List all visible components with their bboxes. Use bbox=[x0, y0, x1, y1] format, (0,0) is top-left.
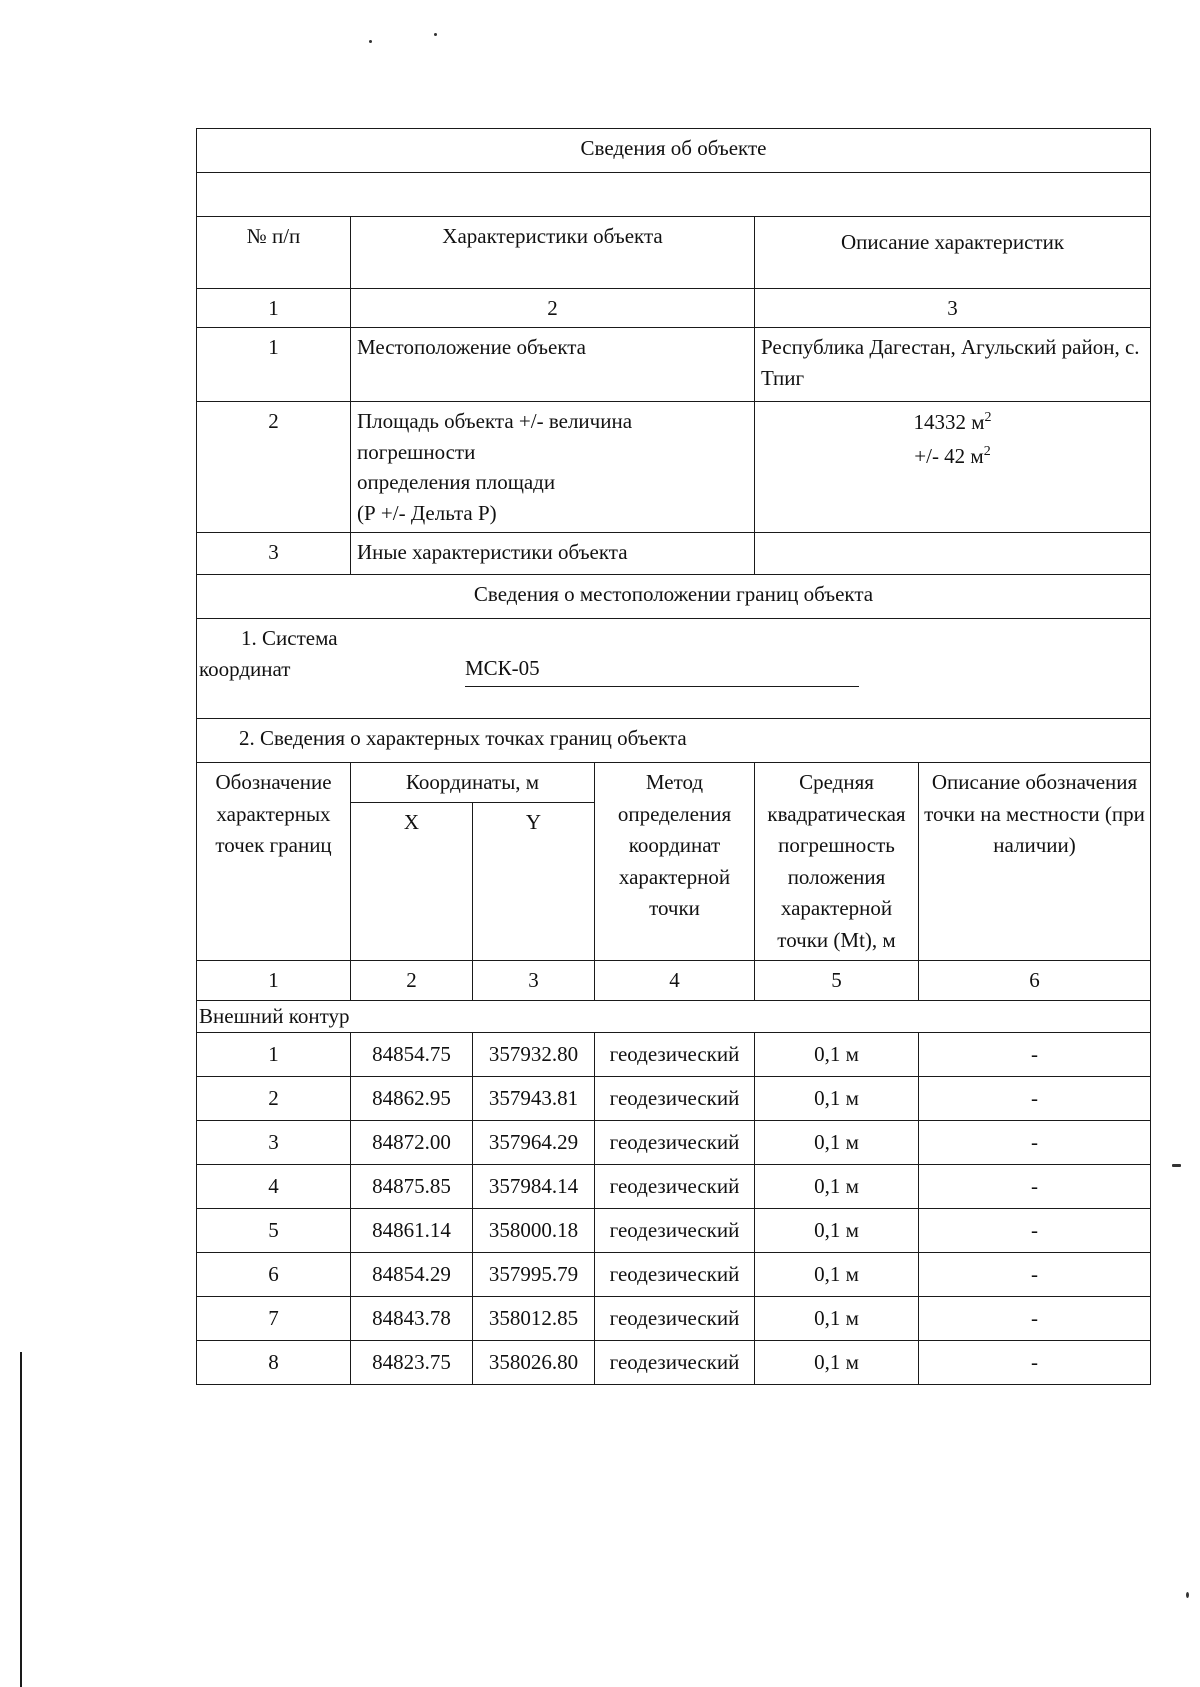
area-error: +/- 42 $м^2$ bbox=[914, 444, 991, 469]
row-num: 3 bbox=[197, 533, 351, 575]
header-description: Описание характеристик bbox=[755, 217, 1151, 289]
point-x: 84854.29 bbox=[351, 1252, 473, 1296]
point-method: геодезический bbox=[595, 1032, 755, 1076]
point-y: 357995.79 bbox=[473, 1252, 595, 1296]
description-location: Республика Дагестан, Агульский район, с. Тпиг bbox=[755, 328, 1151, 402]
description-area bbox=[755, 402, 1151, 533]
point-id: 5 bbox=[197, 1208, 351, 1252]
section-title: Сведения об объекте bbox=[197, 129, 1151, 173]
point-error: 0,1 м bbox=[755, 1340, 919, 1384]
scan-speck bbox=[1186, 1592, 1189, 1598]
points-col-numbers bbox=[197, 961, 1151, 1000]
point-x: 84862.95 bbox=[351, 1076, 473, 1120]
point-error: 0,1 м bbox=[755, 1076, 919, 1120]
coord-system-row bbox=[197, 619, 1151, 719]
point-method: геодезический bbox=[595, 1120, 755, 1164]
points-body bbox=[197, 1032, 1151, 1384]
point-method: геодезический bbox=[595, 1252, 755, 1296]
header-characteristic: Характеристики объекта bbox=[351, 217, 755, 289]
scan-speck bbox=[434, 33, 437, 36]
point-x: 84823.75 bbox=[351, 1340, 473, 1384]
point-id: 2 bbox=[197, 1076, 351, 1120]
point-y: 358012.85 bbox=[473, 1296, 595, 1340]
point-y: 357984.14 bbox=[473, 1164, 595, 1208]
point-x: 84872.00 bbox=[351, 1120, 473, 1164]
empty-row bbox=[197, 173, 1151, 217]
col-number: 1 bbox=[197, 961, 351, 1000]
table-row bbox=[197, 1032, 1151, 1076]
point-x: 84843.78 bbox=[351, 1296, 473, 1340]
header-method: Метод определения координат характерной точки bbox=[595, 763, 755, 961]
header-y: Y bbox=[473, 803, 595, 961]
contour-label: Внешний контур bbox=[197, 1000, 1151, 1032]
point-desc: - bbox=[919, 1120, 1151, 1164]
point-y: 358000.18 bbox=[473, 1208, 595, 1252]
col-number: 1 bbox=[197, 289, 351, 328]
row-num: 2 bbox=[197, 402, 351, 533]
row-num: 1 bbox=[197, 328, 351, 402]
table-row bbox=[197, 1252, 1151, 1296]
scan-speck bbox=[1172, 1164, 1181, 1167]
point-desc: - bbox=[919, 1032, 1151, 1076]
characteristic-other: Иные характеристики объекта bbox=[351, 533, 755, 575]
point-y: 357932.80 bbox=[473, 1032, 595, 1076]
table-row bbox=[197, 1120, 1151, 1164]
header-error: Средняя квадратическая погрешность положения характерной точки (Mt), м bbox=[755, 763, 919, 961]
point-error: 0,1 м bbox=[755, 1208, 919, 1252]
point-desc: - bbox=[919, 1208, 1151, 1252]
area-value: 14332 $м^2$ bbox=[913, 410, 992, 435]
coord-system-label bbox=[199, 623, 338, 684]
point-method: геодезический bbox=[595, 1340, 755, 1384]
header-num: № п/п bbox=[197, 217, 351, 289]
table-row bbox=[197, 1208, 1151, 1252]
point-y: 357964.29 bbox=[473, 1120, 595, 1164]
point-error: 0,1 м bbox=[755, 1164, 919, 1208]
coord-system-value: МСК-05 bbox=[465, 653, 859, 686]
object-info-table bbox=[196, 128, 1151, 1385]
point-desc: - bbox=[919, 1252, 1151, 1296]
area-label-line3: (Р +/- Дельта Р) bbox=[357, 500, 497, 525]
col-number: 3 bbox=[755, 289, 1151, 328]
coord-system-label-line2: координат bbox=[199, 656, 291, 681]
point-error: 0,1 м bbox=[755, 1032, 919, 1076]
area-label-line2: определения площади bbox=[357, 470, 556, 495]
point-error: 0,1 м bbox=[755, 1252, 919, 1296]
table-row bbox=[197, 1164, 1151, 1208]
point-id: 7 bbox=[197, 1296, 351, 1340]
header-designation: Обозначение характерных точек границ bbox=[197, 763, 351, 961]
table-row bbox=[197, 1296, 1151, 1340]
table-row bbox=[197, 1340, 1151, 1384]
points-title: 2. Сведения о характерных точках границ объекта bbox=[197, 719, 1151, 763]
point-x: 84875.85 bbox=[351, 1164, 473, 1208]
point-id: 6 bbox=[197, 1252, 351, 1296]
point-method: геодезический bbox=[595, 1076, 755, 1120]
col-number: 2 bbox=[351, 961, 473, 1000]
point-x: 84854.75 bbox=[351, 1032, 473, 1076]
col-number: 5 bbox=[755, 961, 919, 1000]
characteristic-location: Местоположение объекта bbox=[351, 328, 755, 402]
point-error: 0,1 м bbox=[755, 1120, 919, 1164]
scan-speck bbox=[369, 40, 372, 43]
area-label-line1: Площадь объекта +/- величина погрешности bbox=[357, 409, 633, 464]
point-id: 1 bbox=[197, 1032, 351, 1076]
point-method: геодезический bbox=[595, 1296, 755, 1340]
point-desc: - bbox=[919, 1164, 1151, 1208]
point-method: геодезический bbox=[595, 1208, 755, 1252]
point-y: 357943.81 bbox=[473, 1076, 595, 1120]
point-id: 3 bbox=[197, 1120, 351, 1164]
header-coords: Координаты, м bbox=[351, 763, 595, 803]
point-method: геодезический bbox=[595, 1164, 755, 1208]
point-error: 0,1 м bbox=[755, 1296, 919, 1340]
col-number: 3 bbox=[473, 961, 595, 1000]
point-desc: - bbox=[919, 1076, 1151, 1120]
characteristic-area bbox=[351, 402, 755, 533]
col-number: 6 bbox=[919, 961, 1151, 1000]
table-row bbox=[197, 1076, 1151, 1120]
scan-margin-line bbox=[20, 1352, 22, 1687]
col-number: 2 bbox=[351, 289, 755, 328]
point-desc: - bbox=[919, 1296, 1151, 1340]
coord-system-label-line1: 1. Система bbox=[241, 626, 338, 651]
point-desc: - bbox=[919, 1340, 1151, 1384]
point-y: 358026.80 bbox=[473, 1340, 595, 1384]
description-other bbox=[755, 533, 1151, 575]
point-id: 8 bbox=[197, 1340, 351, 1384]
col-number: 4 bbox=[595, 961, 755, 1000]
point-x: 84861.14 bbox=[351, 1208, 473, 1252]
header-desc: Описание обозначения точки на местности (при наличии) bbox=[919, 763, 1151, 961]
point-id: 4 bbox=[197, 1164, 351, 1208]
boundaries-title: Сведения о местоположении границ объекта bbox=[197, 575, 1151, 619]
header-x: X bbox=[351, 803, 473, 961]
